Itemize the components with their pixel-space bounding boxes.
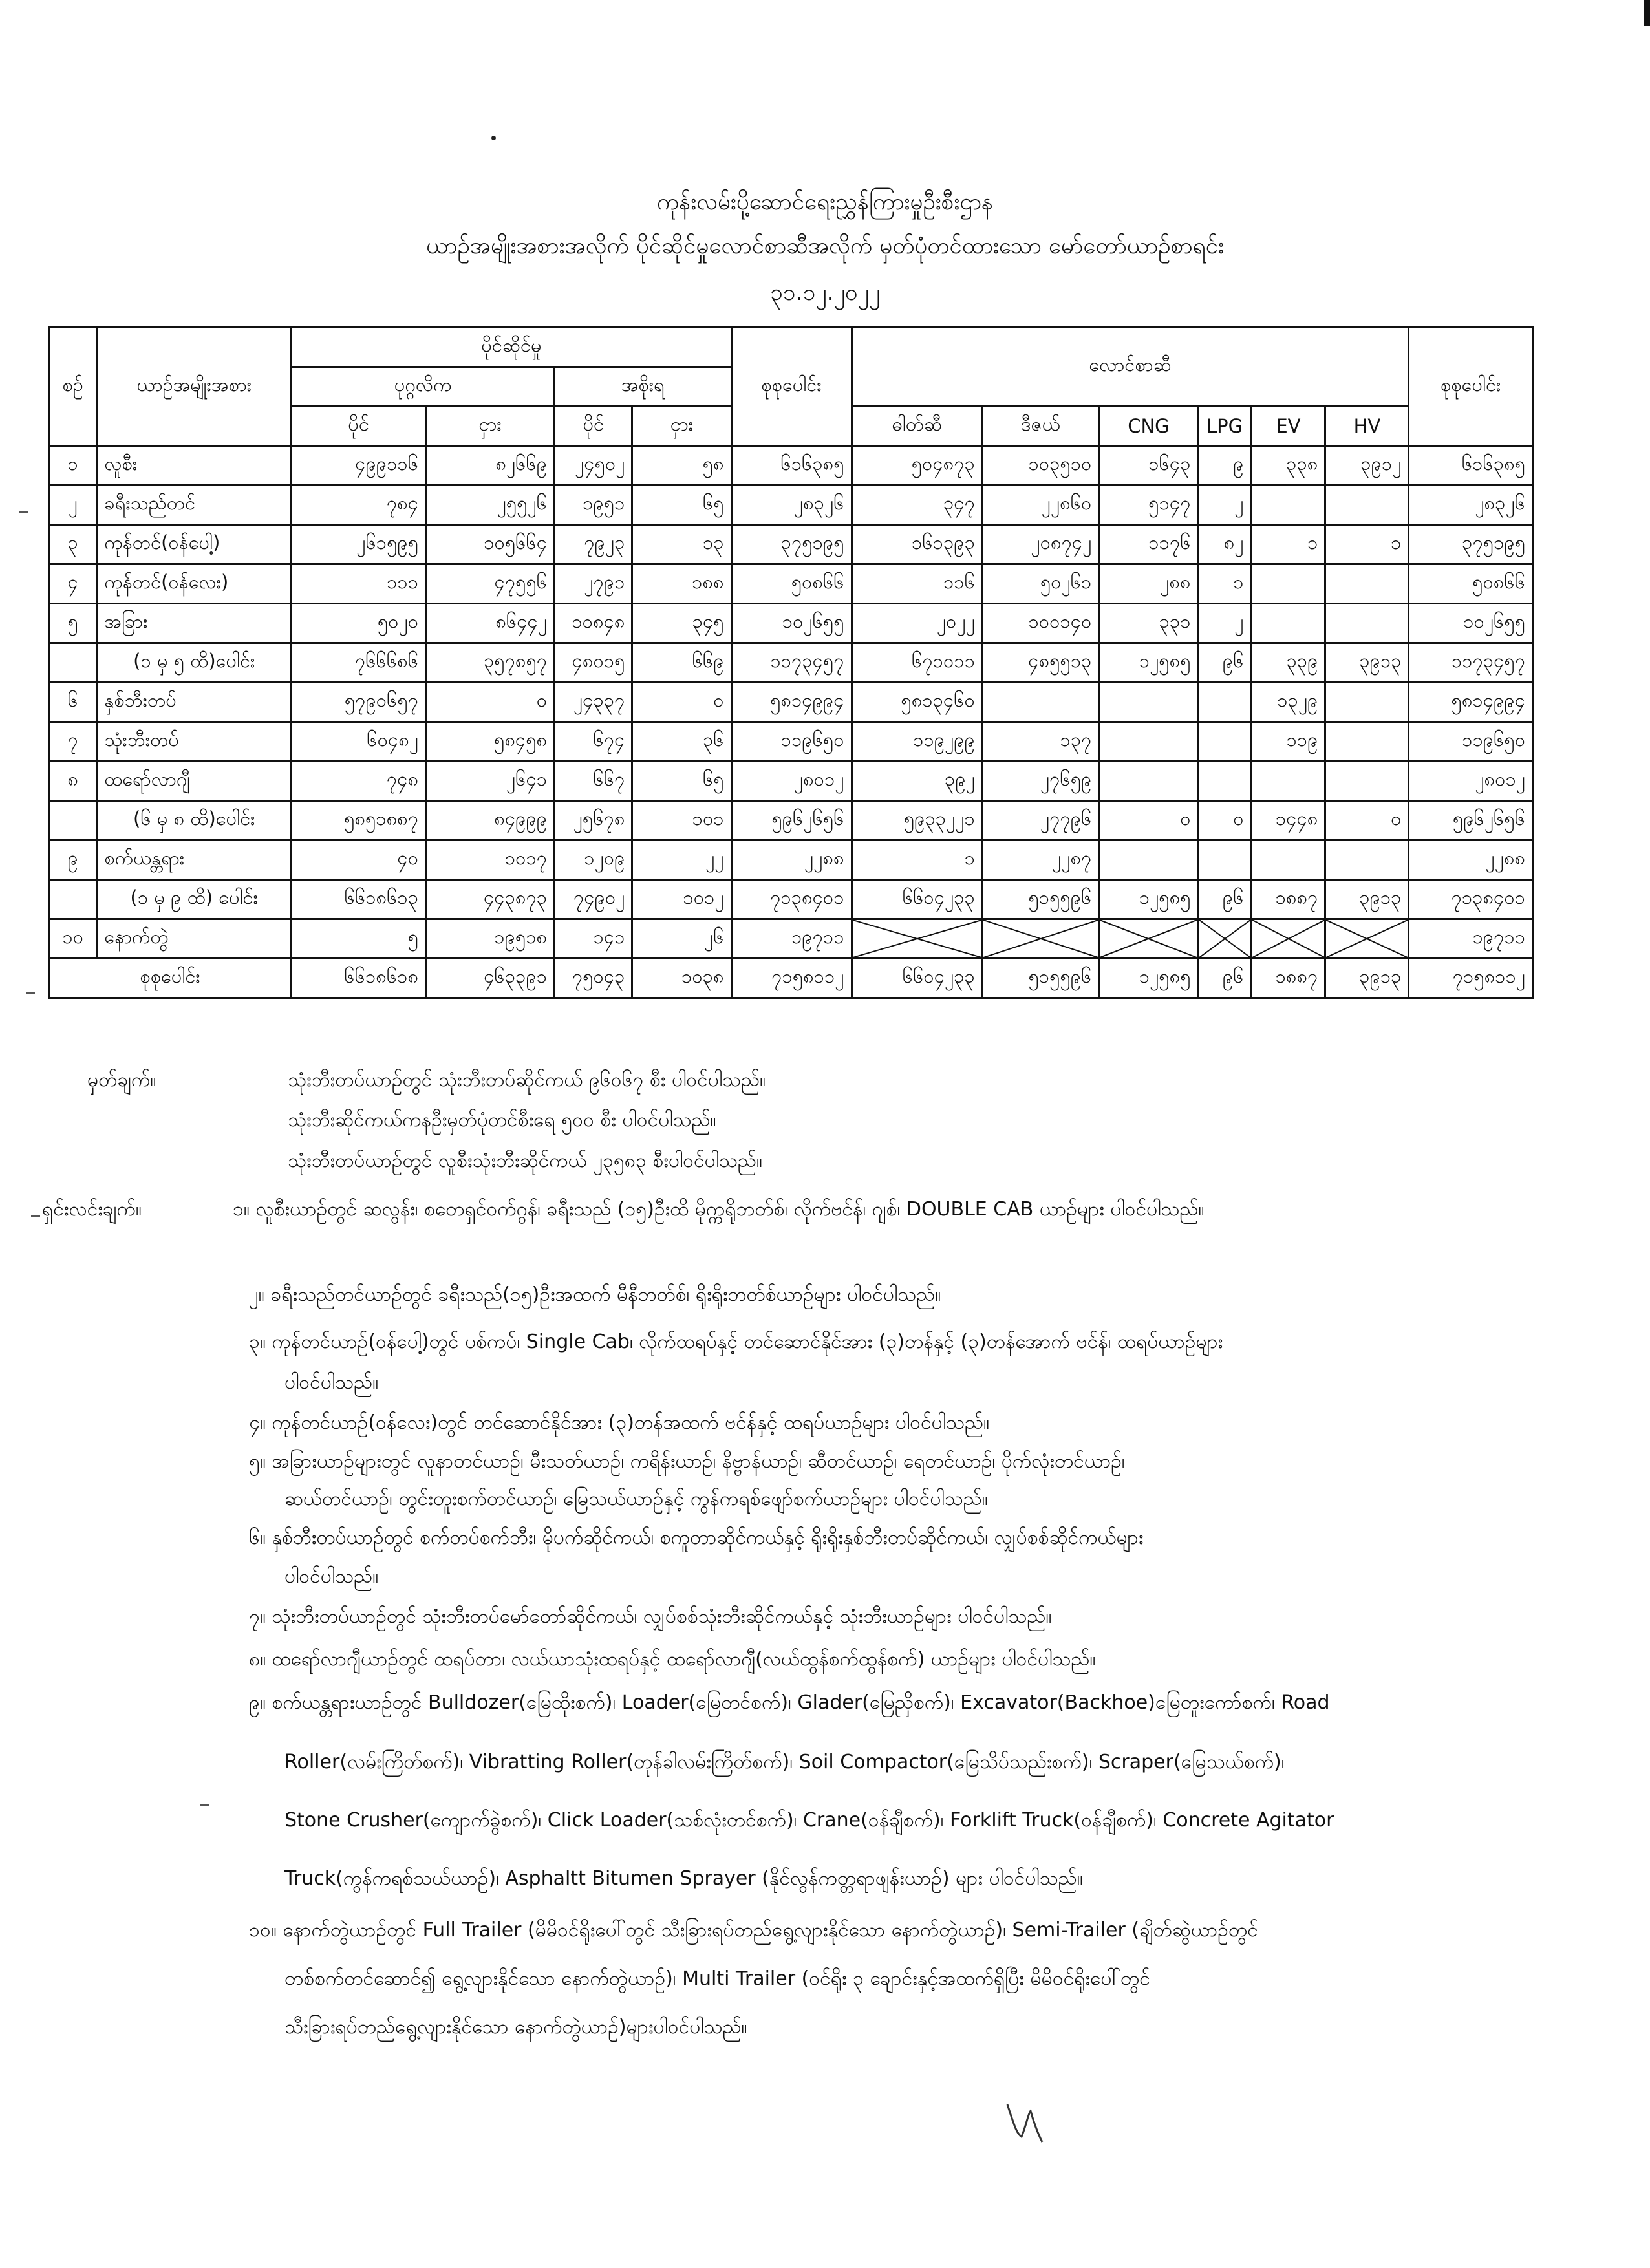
value-cell: ၃၅၇၈၅၇ — [426, 643, 555, 683]
value-cell — [1198, 840, 1251, 880]
value-cell: ၁၀၂၆၅၅ — [1409, 604, 1533, 643]
value-cell: ၅၀၄၈၇၃ — [852, 446, 982, 486]
explanation-label: ရှင်းလင်းချက်။ — [42, 1198, 142, 1221]
explanation-line: ဆယ်တင်ယာဉ်၊ တွင်းတူးစက်တင်ယာဉ်၊ မြေသယ်ယာဉ်နှင့် ကွန်ကရစ်ဖျော်စက်ယာဉ်များ ပါဝင်ပါသည်။ — [284, 1488, 988, 1510]
row-number: ၂ — [49, 486, 97, 525]
value-cell: ၁၁၁ — [292, 564, 426, 604]
explanation-line: Truck(ကွန်ကရစ်သယ်ယာဉ်)၊ Asphaltt Bitumen Sprayer (နိုင်လွန်ကတ္တရာဖျန်းယာဉ်) များ ပါဝင်ပါသည်။ — [284, 1867, 1083, 1890]
scan-speck — [26, 992, 35, 994]
value-cell: ၂၈၀၁၂ — [1409, 762, 1533, 801]
value-cell: ၀ — [632, 683, 731, 722]
value-cell: ၅၁၅၅၉၆ — [982, 959, 1098, 998]
cross-out-icon — [1100, 920, 1197, 957]
table-row — [49, 722, 1533, 762]
col-header-government: အစိုးရ — [555, 367, 731, 407]
table-row — [49, 564, 1533, 604]
value-cell: ၅၁၅၅၉၆ — [982, 880, 1098, 919]
value-cell: ၃၄၇ — [852, 486, 982, 525]
explanation-line: ပါဝင်ပါသည်။ — [284, 1565, 379, 1588]
value-cell — [1198, 762, 1251, 801]
value-cell: ၁၁၉၆၅၀ — [1409, 722, 1533, 762]
value-cell: ၁၃၂၉ — [1251, 683, 1325, 722]
value-cell: ၂၂ — [632, 840, 731, 880]
value-cell: ၅၈၅၁၈၈၇ — [292, 801, 426, 840]
value-cell: ၂ — [1198, 486, 1251, 525]
vehicle-type-cell: နှစ်ဘီးတပ် — [97, 683, 292, 722]
not-applicable-cell — [1099, 919, 1198, 959]
cross-out-icon — [1199, 920, 1250, 957]
table-row — [49, 959, 1533, 998]
col-header-sn: စဉ် — [49, 328, 97, 446]
value-cell: ၉၆ — [1198, 880, 1251, 919]
col-header-lpg: LPG — [1198, 407, 1251, 446]
scan-edge-mark — [1644, 0, 1650, 26]
value-cell: ၃၇၅၁၉၅ — [731, 525, 852, 564]
value-cell — [1198, 722, 1251, 762]
value-cell: ၁၁၇၃၄၅၇ — [731, 643, 852, 683]
vehicle-type-cell: ကုန်တင်(ဝန်ပေါ့) — [97, 525, 292, 564]
value-cell: ၁၈၈၇ — [1251, 880, 1325, 919]
value-cell: ၁ — [1325, 525, 1409, 564]
value-cell — [1325, 604, 1409, 643]
value-cell: ၀ — [1325, 801, 1409, 840]
vehicle-type-cell: ခရီးသည်တင် — [97, 486, 292, 525]
value-cell: ၀ — [426, 683, 555, 722]
value-cell — [1325, 722, 1409, 762]
value-cell: ၇၁၃၈၄၀၁ — [731, 880, 852, 919]
scan-speck — [31, 1215, 40, 1217]
value-cell: ၂၂၈၆၀ — [982, 486, 1098, 525]
value-cell: ၆၅ — [632, 486, 731, 525]
value-cell: ၅၀၈၆၆ — [731, 564, 852, 604]
value-cell: ၁၁၉၆၅၀ — [731, 722, 852, 762]
explanation-line: ၆။ နှစ်ဘီးတပ်ယာဉ်တွင် စက်တပ်စက်ဘီး၊ မိုပက်ဆိုင်ကယ်၊ စကူတာဆိုင်ကယ်နှင့် ရိုးရိုးနှစ်ဘီးတပ်ဆိုင်ကယ်၊ လျှပ်စစ်ဆိုင်ကယ်များ — [249, 1526, 1144, 1549]
value-cell — [1325, 762, 1409, 801]
explanation-line: ၄။ ကုန်တင်ယာဉ်(ဝန်လေး)တွင် တင်ဆောင်နိုင်အား (၃)တန်အထက် ဗင်န်နှင့် ထရပ်ယာဉ်များ ပါဝင်ပါသည်။ — [249, 1411, 990, 1434]
row-number: ၄ — [49, 564, 97, 604]
vehicle-type-cell: လူစီး — [97, 446, 292, 486]
value-cell: ၂၆ — [632, 919, 731, 959]
col-header-owned: ပိုင် — [292, 407, 426, 446]
explanation-line: ၂။ ခရီးသည်တင်ယာဉ်တွင် ခရီးသည်(၁၅)ဦးအထက် မီနီဘတ်စ်၊ ရိုးရိုးဘတ်စ်ယာဉ်များ ပါဝင်ပါသည်။ — [249, 1283, 941, 1306]
value-cell: ၁၂၅၈၅ — [1099, 959, 1198, 998]
value-cell: ၁ — [1198, 564, 1251, 604]
value-cell: ၅၈၄၅၈ — [426, 722, 555, 762]
table-row — [49, 525, 1533, 564]
explanation-line: ၅။ အခြားယာဉ်များတွင် လူနာတင်ယာဉ်၊ မီးသတ်ယာဉ်၊ ကရိန်းယာဉ်၊ နိဗ္ဗာန်ယာဉ်၊ ဆီတင်ယာဉ်၊ ရေတင်ယာဉ်၊ ပိုက်လုံးတင်ယာဉ်၊ — [249, 1450, 1125, 1473]
col-header-private: ပုဂ္ဂလိက — [292, 367, 555, 407]
explanation-line: Stone Crusher(ကျောက်ခွဲစက်)၊ Click Loader(သစ်လုံးတင်စက်)၊ Crane(ဝန်ချီစက်)၊ Forklift Truck(ဝန်ချီစက်)၊ Concrete Agitator — [284, 1809, 1334, 1832]
value-cell: ၂၈၃၂၆ — [731, 486, 852, 525]
value-cell: ၂၀၈၇၄၂ — [982, 525, 1098, 564]
value-cell: ၁ — [1251, 525, 1325, 564]
explanation-line: ပါဝင်ပါသည်။ — [284, 1371, 379, 1394]
row-number: ၈ — [49, 762, 97, 801]
value-cell: ၄၇၅၅၆ — [426, 564, 555, 604]
value-cell: ၁၀၁၂ — [632, 880, 731, 919]
value-cell: ၅၈၁၃၄၆၀ — [852, 683, 982, 722]
scan-speck — [491, 136, 496, 140]
handwritten-mark — [1002, 2098, 1047, 2150]
row-number: ၆ — [49, 683, 97, 722]
value-cell: ၁၂၀၉ — [555, 840, 632, 880]
value-cell: ၆၆၁၈၆၁၈ — [292, 959, 426, 998]
explanation-line: ၉။ စက်ယန္တရားယာဉ်တွင် Bulldozer(မြေထိုးစက်)၊ Loader(မြေတင်စက်)၊ Glader(မြေညှိစက်)၊ Excavator(Backhoe)မြေတူးကော်စက်၊ Road — [249, 1691, 1330, 1714]
table-row — [49, 604, 1533, 643]
col-header-diesel: ဒီဇယ် — [982, 407, 1098, 446]
value-cell: ၂၈၃၂၆ — [1409, 486, 1533, 525]
value-cell: ၂၅၆၇၈ — [555, 801, 632, 840]
value-cell: ၅၀၈၆၆ — [1409, 564, 1533, 604]
not-applicable-cell — [982, 919, 1098, 959]
value-cell: ၅ — [292, 919, 426, 959]
value-cell: ၅၈၁၄၉၉၄ — [1409, 683, 1533, 722]
value-cell: ၄၆၃၃၉၁ — [426, 959, 555, 998]
table-row — [49, 880, 1533, 919]
value-cell — [1251, 564, 1325, 604]
value-cell: ၃၉၁၃ — [1325, 959, 1409, 998]
table-row — [49, 446, 1533, 486]
value-cell: ၇၁၅၈၁၁၂ — [731, 959, 852, 998]
value-cell: ၁၉၅၁ — [555, 486, 632, 525]
cross-out-icon — [1326, 920, 1408, 957]
table-row — [49, 643, 1533, 683]
col-header-vehicle-type: ယာဉ်အမျိုးအစား — [97, 328, 292, 446]
value-cell: ၅၉၆၂၆၅၆ — [1409, 801, 1533, 840]
value-cell — [1251, 840, 1325, 880]
value-cell: ၁၂၅၈၅ — [1099, 643, 1198, 683]
value-cell: ၃၄၅ — [632, 604, 731, 643]
subtotal-label: (၁ မှ ၉ ထိ) ပေါင်း — [97, 880, 292, 919]
value-cell: ၇၁၅၈၁၁၂ — [1409, 959, 1533, 998]
not-applicable-cell — [852, 919, 982, 959]
value-cell: ၅၇၉၀၆၅၇ — [292, 683, 426, 722]
col-header-rented: ငှား — [426, 407, 555, 446]
grand-total-label: စုစုပေါင်း — [49, 959, 292, 998]
value-cell: ၆၇၄ — [555, 722, 632, 762]
notes-label: မှတ်ချက်။ — [87, 1069, 156, 1091]
value-cell: ၄၈၅၅၁၃ — [982, 643, 1098, 683]
value-cell: ၁၈၈၇ — [1251, 959, 1325, 998]
value-cell: ၀ — [1099, 801, 1198, 840]
explanation-line: ၃။ ကုန်တင်ယာဉ်(ဝန်ပေါ့)တွင် ပစ်ကပ်၊ Single Cab၊ လိုက်ထရပ်နှင့် တင်ဆောင်နိုင်အား (၃)တန်နှင့် (၃)တန်အောက် ဗင်န်၊ ထရပ်ယာဉ်များ — [249, 1331, 1223, 1353]
value-cell: ၁၈၈ — [632, 564, 731, 604]
table-row — [49, 683, 1533, 722]
value-cell: ၁ — [852, 840, 982, 880]
value-cell: ၁၁၉၂၉၉ — [852, 722, 982, 762]
vehicle-type-cell: စက်ယန္တရား — [97, 840, 292, 880]
value-cell — [1099, 762, 1198, 801]
row-number: ၃ — [49, 525, 97, 564]
value-cell: ၆၁၆၃၈၅ — [1409, 446, 1533, 486]
value-cell: ၂၇၆၅၉ — [982, 762, 1098, 801]
value-cell: ၇၄၈ — [292, 762, 426, 801]
cross-out-icon — [983, 920, 1098, 957]
cross-out-icon — [853, 920, 981, 957]
value-cell: ၁၀၀၁၄၀ — [982, 604, 1098, 643]
row-number: ၅ — [49, 604, 97, 643]
not-applicable-cell — [1198, 919, 1251, 959]
value-cell: ၃၃၈ — [1251, 446, 1325, 486]
col-header-rented: ငှား — [632, 407, 731, 446]
value-cell: ၂၇၉၁ — [555, 564, 632, 604]
col-header-fuel: လောင်စာဆီ — [852, 328, 1409, 407]
row-number: ၉ — [49, 840, 97, 880]
value-cell: ၂၂၈၇ — [982, 840, 1098, 880]
explanation-line: ၇။ သုံးဘီးတပ်ယာဉ်တွင် သုံးဘီးတပ်မော်တော်ဆိုင်ကယ်၊ လျှပ်စစ်သုံးဘီးဆိုင်ကယ်နှင့် သုံးဘီးယာဉ်များ ပါဝင်ပါသည်။ — [249, 1605, 1052, 1628]
value-cell: ၁၀၂၆၅၅ — [731, 604, 852, 643]
value-cell: ၂၅၅၂၆ — [426, 486, 555, 525]
value-cell: ၁၁၆ — [852, 564, 982, 604]
document-title: ယာဉ်အမျိုးအစားအလိုက် ပိုင်ဆိုင်မှုလောင်စာဆီအလိုက် မှတ်ပုံတင်ထားသော မော်တော်ယာဉ်စာရင်း — [426, 233, 1224, 259]
value-cell: ၈၂၆၆၉ — [426, 446, 555, 486]
col-header-ownership: ပိုင်ဆိုင်မှု — [292, 328, 731, 367]
value-cell: ၂၆၁၅၉၅ — [292, 525, 426, 564]
vehicle-registration-table — [48, 326, 1534, 999]
department-title: ကုန်းလမ်းပို့ဆောင်ရေးညွှန်ကြားမှုဦးစီးဌာန — [656, 189, 994, 215]
value-cell: ၂၀၂၂ — [852, 604, 982, 643]
value-cell: ၆၅ — [632, 762, 731, 801]
value-cell: ၉၆ — [1198, 959, 1251, 998]
value-cell: ၃၉၂ — [852, 762, 982, 801]
value-cell: ၅၁၄၇ — [1099, 486, 1198, 525]
vehicle-type-cell: နောက်တွဲ — [97, 919, 292, 959]
cross-out-icon — [1252, 920, 1325, 957]
value-cell: ၄၄၃၈၇၃ — [426, 880, 555, 919]
value-cell: ၁၁၉ — [1251, 722, 1325, 762]
value-cell: ၁၀၁၇ — [426, 840, 555, 880]
value-cell — [1099, 722, 1198, 762]
value-cell: ၇၉၂၃ — [555, 525, 632, 564]
value-cell: ၇၄၉၀၂ — [555, 880, 632, 919]
value-cell: ၂၈၀၁၂ — [731, 762, 852, 801]
value-cell: ၇၁၃၈၄၀၁ — [1409, 880, 1533, 919]
table-row — [49, 801, 1533, 840]
value-cell: ၁၁၇၃၄၅၇ — [1409, 643, 1533, 683]
value-cell: ၇၈၄ — [292, 486, 426, 525]
value-cell: ၀ — [1198, 801, 1251, 840]
note-line: သုံးဘီးတပ်ယာဉ်တွင် လူစီးသုံးဘီးဆိုင်ကယ် ၂၃၅၈၃ စီးပါဝင်ပါသည်။ — [288, 1150, 763, 1172]
value-cell — [1325, 564, 1409, 604]
value-cell: ၄၀ — [292, 840, 426, 880]
value-cell: ၅၈၁၄၉၉၄ — [731, 683, 852, 722]
value-cell: ၂ — [1198, 604, 1251, 643]
value-cell: ၃၆ — [632, 722, 731, 762]
value-cell: ၈၂ — [1198, 525, 1251, 564]
value-cell — [1251, 604, 1325, 643]
value-cell: ၇၅၀၄၃ — [555, 959, 632, 998]
value-cell: ၈၄၉၉၉ — [426, 801, 555, 840]
vehicle-type-cell: အခြား — [97, 604, 292, 643]
table-row — [49, 762, 1533, 801]
value-cell: ၆၆၇ — [555, 762, 632, 801]
value-cell: ၁၀၈၄၈ — [555, 604, 632, 643]
row-number — [49, 880, 97, 919]
explanation-line: Roller(လမ်းကြိတ်စက်)၊ Vibratting Roller(တုန်ခါလမ်းကြိတ်စက်)၊ Soil Compactor(မြေသိပ်သည်းစက်)၊ Scraper(မြေသယ်စက်)၊ — [284, 1751, 1285, 1773]
value-cell: ၁၃ — [632, 525, 731, 564]
row-number — [49, 801, 97, 840]
report-date: ၃၁.၁၂.၂၀၂၂ — [770, 280, 880, 306]
value-cell: ၁၁၇၆ — [1099, 525, 1198, 564]
table-row — [49, 919, 1533, 959]
explanation-line: ၈။ ထရော်လာဂျီယာဉ်တွင် ထရပ်တာ၊ လယ်ယာသုံးထရပ်နှင့် ထရော်လာဂျီ(လယ်ထွန်စက်ထွန်စက်) ယာဉ်များ ပါဝင်ပါသည်။ — [249, 1648, 1096, 1671]
value-cell: ၈၆၄၄၂ — [426, 604, 555, 643]
value-cell: ၆၇၁၀၁၁ — [852, 643, 982, 683]
value-cell: ၁၆၁၃၉၃ — [852, 525, 982, 564]
value-cell: ၃၃၁ — [1099, 604, 1198, 643]
note-line: သုံးဘီးဆိုင်ကယ်ကနဦးမှတ်ပုံတင်စီးရေ ၅၀၀ စီး ပါဝင်ပါသည်။ — [288, 1109, 716, 1131]
value-cell: ၃၇၅၁၉၅ — [1409, 525, 1533, 564]
value-cell: ၁၃၇ — [982, 722, 1098, 762]
col-header-total: စုစုပေါင်း — [731, 328, 852, 446]
row-number — [49, 643, 97, 683]
value-cell: ၄၉၉၁၁၆ — [292, 446, 426, 486]
vehicle-type-cell: ကုန်တင်(ဝန်လေး) — [97, 564, 292, 604]
value-cell — [1325, 840, 1409, 880]
value-cell: ၁၉၇၁၁ — [731, 919, 852, 959]
value-cell: ၂၂၈၈ — [731, 840, 852, 880]
value-cell: ၆၁၆၃၈၅ — [731, 446, 852, 486]
explanation-line: ၁၀။ နောက်တွဲယာဉ်တွင် Full Trailer (မိမိဝင်ရိုးပေါ်တွင် သီးခြားရပ်တည်ရွေ့လျားနိုင်သော နောက်တွဲယာဉ်)၊ Semi-Trailer (ချိတ်ဆွဲယာဉ်တွင် — [249, 1919, 1258, 1942]
value-cell — [1099, 683, 1198, 722]
col-header-ev: EV — [1251, 407, 1325, 446]
scan-speck — [200, 1804, 209, 1806]
value-cell: ၂၄၃၃၇ — [555, 683, 632, 722]
value-cell: ၁၀၅၆၆၄ — [426, 525, 555, 564]
value-cell: ၁၀၃၅၁၀ — [982, 446, 1098, 486]
value-cell: ၂၂၈၈ — [1409, 840, 1533, 880]
value-cell: ၂၈၈ — [1099, 564, 1198, 604]
row-number: ၁ — [49, 446, 97, 486]
value-cell — [1198, 683, 1251, 722]
value-cell: ၂၄၅၀၂ — [555, 446, 632, 486]
value-cell: ၆၆၉ — [632, 643, 731, 683]
value-cell: ၃၉၁၃ — [1325, 880, 1409, 919]
row-number: ၁၀ — [49, 919, 97, 959]
value-cell: ၅၈ — [632, 446, 731, 486]
value-cell: ၅၉၆၂၆၅၆ — [731, 801, 852, 840]
value-cell — [1251, 486, 1325, 525]
vehicle-type-cell: ထရော်လာဂျီ — [97, 762, 292, 801]
value-cell — [1099, 840, 1198, 880]
note-line: သုံးဘီးတပ်ယာဉ်တွင် သုံးဘီးတပ်ဆိုင်ကယ် ၉၆၀၆၇ စီး ပါဝင်ပါသည်။ — [288, 1069, 766, 1091]
col-header-hv: HV — [1325, 407, 1409, 446]
subtotal-label: (၆ မှ ၈ ထိ)ပေါင်း — [97, 801, 292, 840]
value-cell: ၅၉၃၃၂၂၁ — [852, 801, 982, 840]
value-cell: ၅၀၂၀ — [292, 604, 426, 643]
value-cell: ၇၆၆၆၈၆ — [292, 643, 426, 683]
value-cell: ၉၆ — [1198, 643, 1251, 683]
value-cell: ၁၀၃၈ — [632, 959, 731, 998]
value-cell: ၁၉၅၁၈ — [426, 919, 555, 959]
explanation-line: ၁။ လူစီးယာဉ်တွင် ဆလွန်း၊ စတေရှင်ဝက်ဂွန်၊ ခရီးသည် (၁၅)ဦးထိ မိုက္ကရိုဘတ်စ်၊ လိုက်ဗင်န်၊ ဂျစ်၊ DOUBLE CAB ယာဉ်များ ပါဝင်ပါသည်။ — [233, 1198, 1205, 1221]
table-row — [49, 486, 1533, 525]
value-cell: ၅၀၂၆၁ — [982, 564, 1098, 604]
value-cell: ၁၉၇၁၁ — [1409, 919, 1533, 959]
not-applicable-cell — [1325, 919, 1409, 959]
value-cell: ၆၆၀၄၂၃၃ — [852, 959, 982, 998]
explanation-line: တစ်စက်တင်ဆောင်၍ ရွေ့လျားနိုင်သော နောက်တွဲယာဉ်)၊ Multi Trailer (ဝင်ရိုး ၃ ချောင်းနှင့်အထက်ရှိပြီး မိမိဝင်ရိုးပေါ်တွင် — [284, 1967, 1150, 1990]
col-header-total: စုစုပေါင်း — [1409, 328, 1533, 446]
value-cell — [982, 683, 1098, 722]
value-cell: ၆၆၁၈၆၁၃ — [292, 880, 426, 919]
value-cell: ၃၉၁၂ — [1325, 446, 1409, 486]
value-cell: ၄၈၀၁၅ — [555, 643, 632, 683]
value-cell: ၃၉၁၃ — [1325, 643, 1409, 683]
value-cell: ၁၂၅၈၅ — [1099, 880, 1198, 919]
table-row — [49, 840, 1533, 880]
col-header-cng: CNG — [1099, 407, 1198, 446]
value-cell — [1325, 486, 1409, 525]
row-number: ၇ — [49, 722, 97, 762]
value-cell: ၆၀၄၈၂ — [292, 722, 426, 762]
value-cell: ၆၆၀၄၂၃၃ — [852, 880, 982, 919]
value-cell: ၁၀၁ — [632, 801, 731, 840]
value-cell: ၁၆၄၃ — [1099, 446, 1198, 486]
value-cell: ၃၃၉ — [1251, 643, 1325, 683]
value-cell: ၉ — [1198, 446, 1251, 486]
value-cell: ၁၄၄၈ — [1251, 801, 1325, 840]
explanation-line: သီးခြားရပ်တည်ရွေ့လျားနိုင်သော နောက်တွဲယာဉ်)များပါဝင်ပါသည်။ — [284, 2016, 747, 2038]
scan-speck — [19, 511, 28, 513]
value-cell — [1325, 683, 1409, 722]
value-cell — [1251, 762, 1325, 801]
value-cell: ၂၆၄၁ — [426, 762, 555, 801]
col-header-owned: ပိုင် — [555, 407, 632, 446]
subtotal-label: (၁ မှ ၅ ထိ)ပေါင်း — [97, 643, 292, 683]
value-cell: ၂၇၇၉၆ — [982, 801, 1098, 840]
value-cell: ၁၄၁ — [555, 919, 632, 959]
col-header-petrol: ဓါတ်ဆီ — [852, 407, 982, 446]
vehicle-type-cell: သုံးဘီးတပ် — [97, 722, 292, 762]
not-applicable-cell — [1251, 919, 1325, 959]
